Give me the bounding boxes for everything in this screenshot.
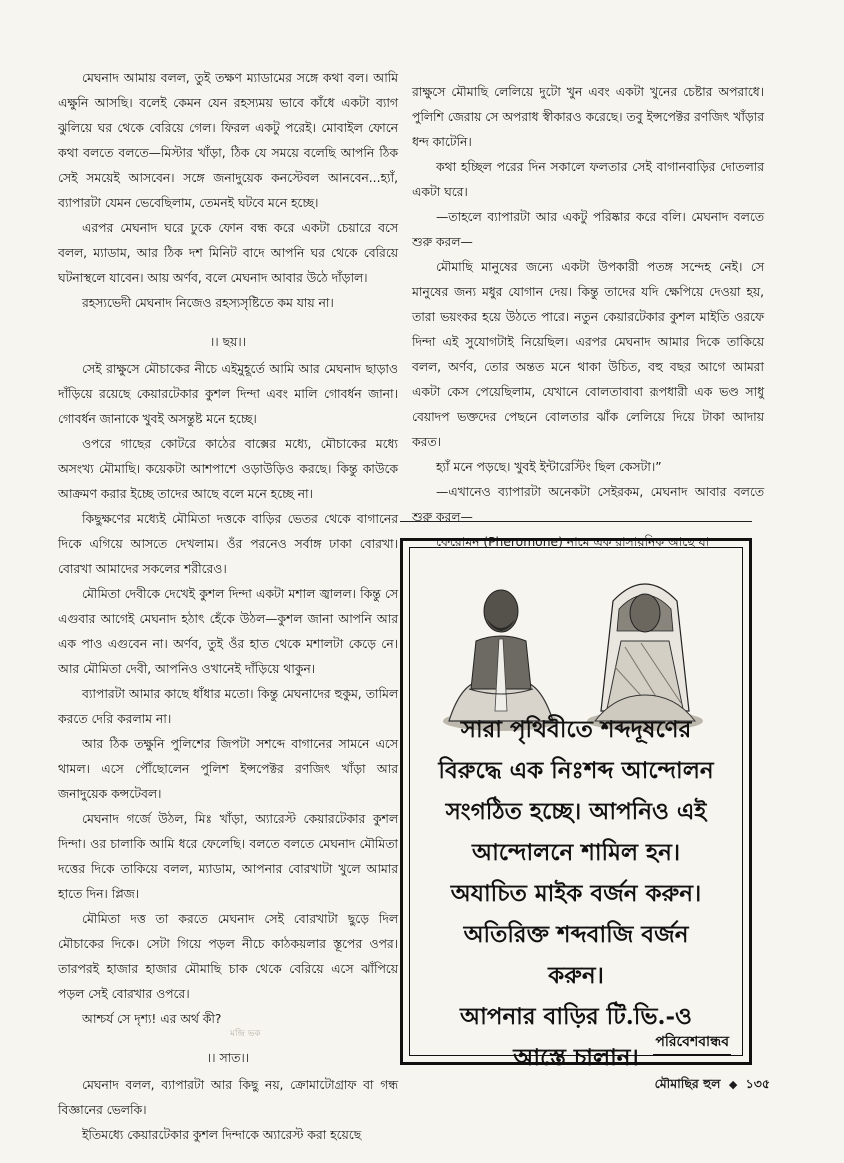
paragraph: সেই রাক্ষুসে মৌচাকের নীচে এইমুহূর্তে আমি আর মেঘনাদ ছাড়াও দাঁড়িয়ে রয়েছে কেয়ারটেকার কুশল দিন্দা এবং মালি গোবর্ধন জানা। গোবর্ধন জানাকে খুবই অসন্তুষ্ট মনে হচ্ছে। [58, 362, 398, 426]
page-footer [600, 1076, 770, 1096]
paragraph: আর ঠিক তক্ষুনি পুলিশের জিপটা সশব্দে বাগানের সামনে এসে থামল। এসে পৌঁছোলেন পুলিশ ইন্সপেক্টর রণজিৎ খাঁড়া আর জনাদুয়েক কন্সটেবল। [58, 737, 398, 801]
ad-line: সারা পৃথিবীতে শব্দদূষণের [460, 716, 692, 743]
paragraph: রহস্যভেদী মেঘনাদ নিজেও রহস্যসৃষ্টিতে কম যায় না। [82, 296, 334, 310]
advertisement-signature: পরিবেশবান্ধব [653, 1030, 731, 1056]
paragraph: কথা হচ্ছিল পরের দিন সকালে ফলতার সেই বাগানবাড়ির দোতলার একটা ঘরে। [412, 160, 764, 199]
paragraph: মেঘনাদ বলল, ব্যাপারটা আর কিছু নয়, ক্রোমাটোগ্রাফ বা গন্ধ বিজ্ঞানের ভেলকি। [58, 1078, 398, 1117]
advertisement-message [417, 709, 735, 1078]
ad-line: আস্তে চালান। [513, 1044, 639, 1071]
paragraph: কিছুক্ষণের মধ্যেই মৌমিতা দত্তকে বাড়ির ভেতর থেকে বাগানের দিকে এগিয়ে আসতে দেখলাম। ওঁর পরনেও সর্বাঙ্গ ঢাকা বোরখা। বোরখা আমাদের সকলের শরীরেও। [58, 512, 398, 576]
paragraph: মৌমিতা দেবীকে দেখেই কুশল দিন্দা একটা মশাল জ্বালল। কিন্তু সে এগুবার আগেই মেঘনাদ হঠাৎ হেঁকে উঠল—কুশল জানা আপনি আর এক পাও এগুবেন না। অর্ণব, তুই ওঁর হাত থেকে মশালটা কেড়ে নে। আর মৌমিতা দেবী, আপনিও ওখানেই দাঁড়িয়ে থাকুন। [58, 587, 398, 676]
left-column [58, 66, 398, 1148]
ad-line: সংগঠিত হচ্ছে। আপনিও এই [445, 798, 707, 825]
ad-line: অতিরিক্ত শব্দবাজি বর্জন [463, 921, 689, 948]
seated-woman-portrait [585, 571, 705, 731]
ad-line: বিরুদ্ধে এক নিঃশব্দ আন্দোলন [438, 757, 714, 784]
paragraph: ব্যাপারটা আমার কাছে ধাঁধার মতো। কিন্তু মেঘনাদের হুকুম, তামিল করতে দেরি করলাম না। [58, 687, 398, 726]
advertisement-box [400, 538, 752, 1071]
paragraph: —তাহলে ব্যাপারটা আর একটু পরিষ্কার করে বলি। মেঘনাদ বলতে শুরু করল— [412, 210, 764, 249]
section-heading-6: ।। ছয়।। [209, 335, 247, 349]
ad-line: আপনার বাড়ির টি.ভি.-ও [460, 1003, 692, 1030]
paragraph: ওপরে গাছের কোটরে কাঠের বাক্সের মধ্যে, মৌচাকের মধ্যে অসংখ্য মৌমাছি। কয়েকটা আশপাশে ওড়াউড়িও করছে। কিন্তু কাউকে আক্রমণ করার ইচ্ছে তাদের আছে বলে মনে হচ্ছে না। [58, 437, 398, 501]
paragraph: মৌমিতা দত্ত তা করতে মেঘনাদ সেই বোরখাটা ছুড়ে দিল মৌচাকের দিকে। সেটা গিয়ে পড়ল নীচে কাঠকয়লার স্তূপের ওপর। তারপরই হাজার হাজার মৌমাছি চাক থেকে বেরিয়ে এসে ঝাঁপিয়ে পড়ল সেই বোরখার ওপরে। [58, 912, 398, 1001]
ad-line: করুন। [548, 962, 604, 989]
page-number: ১৩৫ [745, 1076, 770, 1091]
paragraph: মেঘনাদ আমায় বলল, তুই তক্ষণ ম্যাডামের সঙ্গে কথা বল। আমি এক্ষুনি আসছি। বলেই কেমন যেন রহস্যময় ভাবে কাঁধে একটা ব্যাগ ঝুলিয়ে ঘর থেকে বেরিয়ে গেল। ফিরল একটু পরেই। মোবাইল ফোনে কথা বলতে বলতে—মিস্টার খাঁড়া, ঠিক যে সময়ে বলেছি আপনি ঠিক সেই সময়েই আসবেন। সঙ্গে জনাদুয়েক কনস্টেবল আনবেন...হ্যাঁ, ব্যাপারটা যেমন ভেবেছিলাম, তেমনই ঘটবে মনে হচ্ছে। [58, 71, 398, 210]
ad-line: অযাচিত মাইক বর্জন করুন। [450, 880, 702, 907]
paragraph: —এখানেও ব্যাপারটা অনেকটা সেইরকম, মেঘনাদ আবার বলতে শুরু করল— [412, 485, 764, 524]
paragraph: এরপর মেঘনাদ ঘরে ঢুকে ফোন বন্ধ করে একটা চেয়ারে বসে বলল, ম্যাডাম, আর ঠিক দশ মিনিট বাদে আপনি ঘর থেকে বেরিয়ে ঘটনাস্থলে যাবেন। আয় অর্ণব, বলে মেঘনাদ আবার উঠে দাঁড়াল। [58, 221, 398, 285]
divider-rule [400, 521, 752, 522]
ad-line: আন্দোলনে শামিল হন। [471, 839, 681, 866]
paragraph: ইতিমধ্যে কেয়ারটেকার কুশল দিন্দাকে অ্যারেস্ট করা হয়েছে [82, 1128, 362, 1142]
right-column [412, 80, 764, 555]
section-heading-7: ।। সাত।। [206, 1051, 250, 1065]
paragraph: আশ্চর্য সে দৃশ্য! এর অর্থ কী? [82, 1012, 222, 1026]
watermark: মন্দ্রি ভক [230, 1029, 261, 1039]
paragraph: মেঘনাদ গর্জে উঠল, মিঃ খাঁড়া, অ্যারেস্ট কেয়ারটেকার কুশল দিন্দা। ওর চালাকি আমি ধরে ফেলেছি। বলতে বলতে মেঘনাদ মৌমিতা দত্তের দিকে তাকিয়ে বলল, ম্যাডাম, আপনার বোরখাটা খুলে আমার হাতে দিন। প্লিজ। [58, 812, 398, 901]
seated-man-portrait [441, 571, 561, 731]
running-title: মৌমাছির হুল [654, 1076, 721, 1091]
diamond-icon: ◆ [728, 1078, 738, 1091]
paragraph: মৌমাছি মানুষের জন্যে একটা উপকারী পতঙ্গ সন্দেহ নেই। সে মানুষের জন্য মধুর যোগান দেয়। কিন্তু তাদের যদি ক্ষেপিয়ে দেওয়া হয়, তারা ভয়ংকর হয়ে উঠতে পারে। নতুন কেয়ারটেকার কুশল মাইতি ওরফে দিন্দা এই সুযোগটাই নিয়েছিল। এরপর মেঘনাদ আমার দিকে তাকিয়ে বলল, অর্ণব, তোর অন্তত মনে থাকা উচিত, বহু বছর আগে আমরা একটা কেস পেয়েছিলাম, যেখানে বোলতাবাবা রূপধারী এক ভণ্ড সাধু বেয়াদপ ভক্তদের পেছনে বোলতার ঝাঁক লেলিয়ে দিয়ে টাকা আদায় করত। [412, 260, 764, 449]
paragraph-continuation: রাক্ষুসে মৌমাছি লেলিয়ে দুটো খুন এবং একটা খুনের চেষ্টার অপরাধে। পুলিশি জেরায় সে অপরাধ স্বীকারও করেছে। তবু ইন্সপেক্টর রণজিৎ খাঁড়ার ধন্দ কাটেনি। [412, 85, 764, 149]
paragraph: হ্যাঁ মনে পড়ছে। খুবই ইন্টারেস্টিং ছিল কেসটা।” [436, 460, 662, 474]
paragraph: ফেরোমন (Pheromone) নামে এক রাসায়নিক আছে যা [436, 535, 710, 549]
